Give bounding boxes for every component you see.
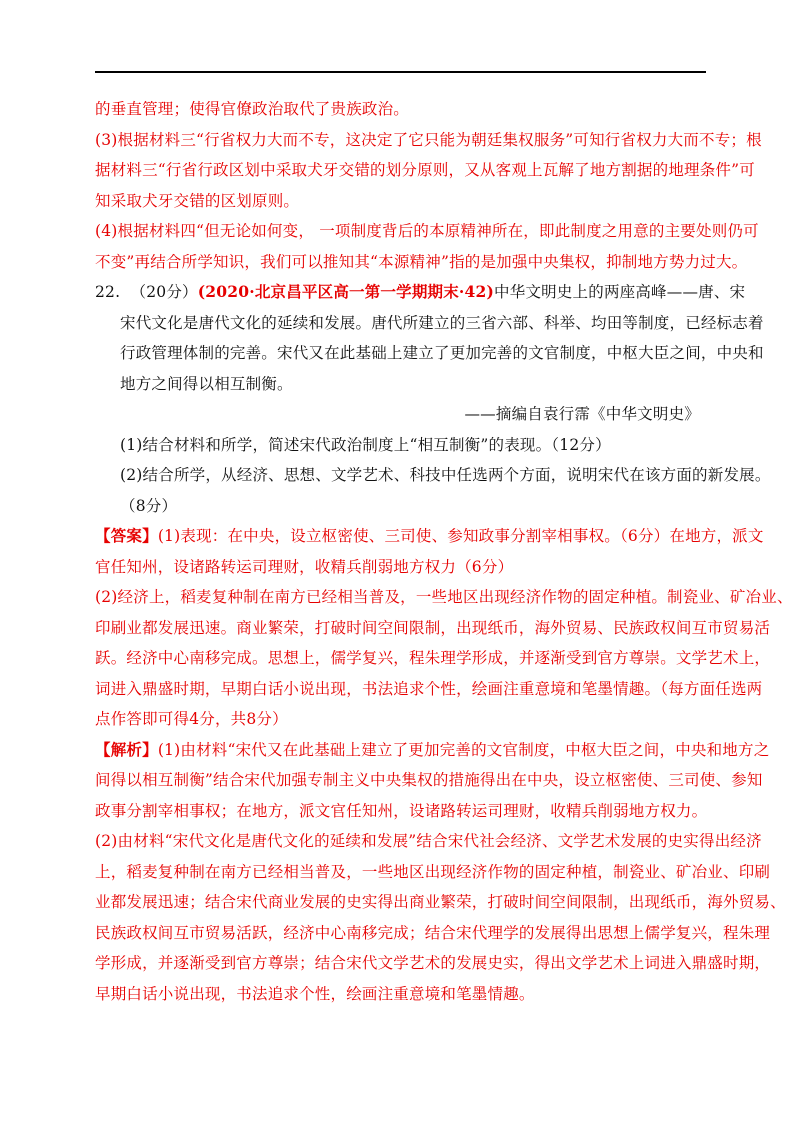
text-line: 跃。经济中心南移完成。思想上，儒学复兴，程朱理学形成，并逐渐受到官方尊崇。文学艺术上， — [95, 649, 771, 667]
text-line: 不变”再结合所学知识，我们可以推知其“本源精神”指的是加强中央集权，抑制地方势力过大。 — [95, 252, 748, 271]
text-line: 间得以相互制衡”结合宋代加强专制主义中央集权的措施得出在中央，设立枢密使、三司使、参知 — [95, 771, 763, 789]
material-citation: ——摘编自袁行霈《中华文明史》 — [464, 405, 700, 423]
answer-section — [95, 521, 793, 735]
text-line: (2)经济上，稻麦复种制在南方已经相当普及，一些地区出现经济作物的固定种植。制瓷业、矿冶业、 — [95, 588, 793, 606]
header-rule — [95, 71, 706, 73]
text-line: 早期白话小说出现，书法追求个性，绘画注重意境和笔墨情趣。 — [95, 984, 535, 1003]
text-line: 宋代文化是唐代文化的延续和发展。唐代所建立的三省六部、科举、均田等制度，已经标志着 — [120, 313, 764, 332]
text-line: (2)由材料“宋代文化是唐代文化的延续和发展”结合宋代社会经济、文学艺术发展的史实得出经济 — [95, 832, 762, 850]
answer-label: 【答案】 — [95, 526, 158, 545]
analysis-section — [95, 735, 786, 1010]
question-material — [95, 308, 764, 400]
text-line: (1)表现：在中央，设立枢密使、三司使、参知政事分割宰相事权。（6分）在地方，派文 — [157, 527, 764, 545]
text-line: 据材料三“行省行政区划中采取犬牙交错的划分原则，又从客观上瓦解了地方割据的地理条件”可 — [95, 161, 755, 179]
sub-question-2-score: （8分） — [120, 496, 178, 515]
text-line: 地方之间得以相互制衡。 — [120, 374, 293, 393]
prev-answer-part-3 — [95, 125, 762, 217]
prev-answer-part-4 — [95, 216, 759, 277]
question-source: (2020·北京昌平区高一第一学期期末·42) — [197, 282, 495, 301]
text-line: 知采取犬牙交错的区划原则。 — [95, 191, 300, 210]
text-line: 学形成，并逐渐受到官方尊崇；结合宋代文学艺术的发展史实，得出文学艺术上词进入鼎盛时期， — [95, 954, 771, 972]
text-line: 民族政权间互市贸易活跃，经济中心南移完成；结合宋代理学的发展得出思想上儒学复兴，程朱理 — [95, 923, 771, 942]
text-line: (3)根据材料三“行省权力大而不专，这决定了它只能为朝廷集权服务”可知行省权力大而不专；根 — [95, 130, 762, 149]
page-content — [95, 94, 793, 1009]
text-line: 点作答即可得4分，共8分） — [95, 710, 288, 728]
sub-question-2: (2)结合所学，从经济、思想、文学艺术、科技中任选两个方面，说明宋代在该方面的新发展。 — [120, 466, 771, 484]
text-line: 上，稻麦复种制在南方已经相当普及，一些地区出现经济作物的固定种植，制瓷业、矿冶业、印刷 — [95, 862, 771, 881]
text-line: 印刷业都发展迅速。商业繁荣，打破时间空间限制，出现纸币，海外贸易、民族政权间互市贸易活 — [95, 618, 771, 637]
sub-question-1: (1)结合材料和所学，简述宋代政治制度上“相互制衡”的表现。（12分） — [120, 435, 611, 454]
question-score: （20分） — [130, 283, 198, 301]
question-22-heading — [95, 277, 746, 308]
text-line: (1)由材料“宋代又在此基础上建立了更加完善的文官制度，中枢大臣之间，中央和地方之 — [157, 740, 770, 759]
text-line: 词进入鼎盛时期，早期白话小说出现，书法追求个性，绘画注重意境和笔墨情趣。（每方面任选两 — [95, 679, 763, 698]
text-line: 官任知州，设诸路转运司理财，收精兵削弱地方权力（6分） — [95, 557, 514, 576]
text-line: 行政管理体制的完善。宋代又在此基础上建立了更加完善的文官制度，中枢大臣之间，中央和 — [120, 344, 764, 362]
text-line: 政事分割宰相事权；在地方，派文官任知州，设诸路转运司理财，收精兵削弱地方权力。 — [95, 801, 708, 820]
prev-answer-line: 的垂直管理；使得官僚政治取代了贵族政治。 — [95, 100, 410, 118]
text-line: (4)根据材料四“但无论如何变， 一项制度背后的本原精神所在，即此制度之用意的主要处则仍可 — [95, 222, 759, 240]
question-number: 22. — [95, 283, 121, 301]
question-title: 中华文明史上的两座高峰——唐、宋 — [494, 283, 746, 301]
analysis-label: 【解析】 — [95, 739, 158, 759]
text-line: 业都发展迅速；结合宋代商业发展的史实得出商业繁荣，打破时间空间限制，出现纸币，海外贸易、 — [95, 893, 786, 911]
